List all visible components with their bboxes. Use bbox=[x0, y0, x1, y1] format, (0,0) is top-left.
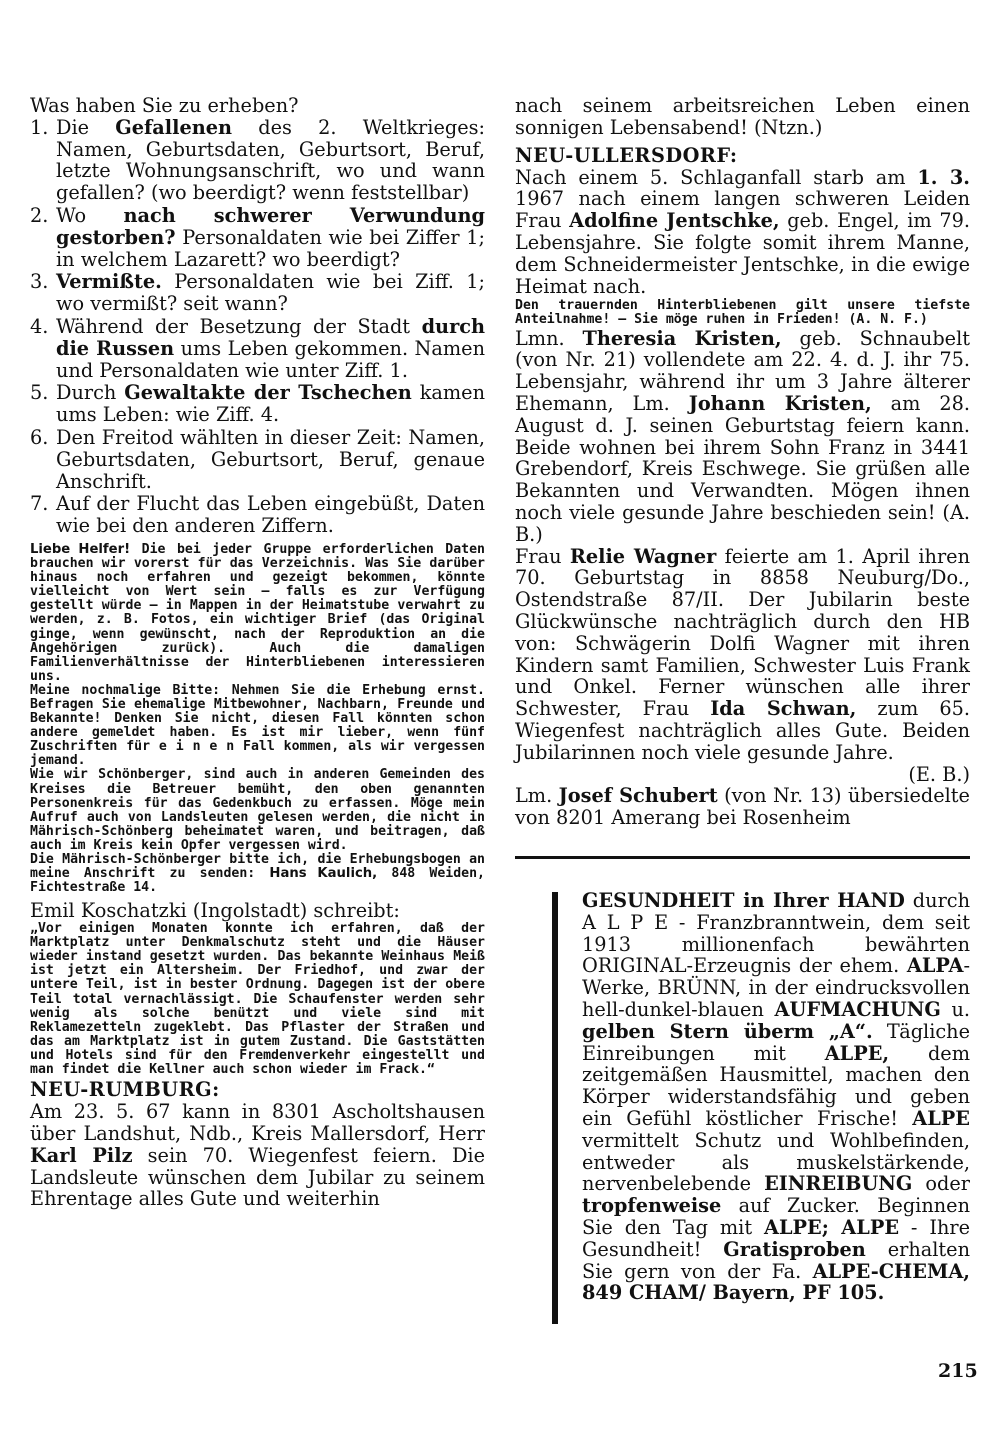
section-divider bbox=[515, 856, 970, 859]
list-item: 3. Vermißte. Personaldaten wie bei Ziff. 1; wo vermißt? seit wann? bbox=[30, 270, 485, 316]
list-item: 1. Die Gefallenen des 2. Weltkrieges: Namen, Geburtsdaten, Geburtsort, Beruf, letzte Wohnungsanschrift, wo und wann gefallen? (wo beerdigt? wenn feststellbar) bbox=[30, 115, 485, 205]
list-item: 6. Den Freitod wählten in dieser Zeit: Namen, Geburtsdaten, Geburtsort, Beruf, genaue Anschrift. bbox=[30, 425, 485, 493]
survey-list bbox=[30, 117, 485, 537]
wagner-text: Frau Relie Wagner feierte am 1. April ihren 70. Geburtstag in 8858 Neuburg/Do., Ostendstraße 87/II. Der Jubilarin beste Glückwünsche nachträglich durch den HB von: Schwägerin Dolfi Wagner mit ihren Kindern samt Familien, Schwester Luis Frank und Onkel. Ferner wünschen alle ihrer Schwester, Frau Ida Schwan, zum 65. Wiegenfest nachträglich alles Gute. Beiden Jubilarinnen noch viele gesunde Jahre. bbox=[515, 544, 970, 764]
schubert-text: Lm. Josef Schubert (von Nr. 13) übersiedelte von 8201 Amerang bei Rosenheim bbox=[515, 784, 970, 830]
neu-rumburg-text: Am 23. 5. 67 kann in 8301 Ascholtshausen über Landshut, Ndb., Kreis Mallersdorf, Herr Karl Pilz sein 70. Wiegenfest feiern. Die Landsleute wünschen dem Jubilar zu seinem Ehrentage alles Gute und weiterhin bbox=[30, 1100, 485, 1211]
schoenberg-paragraph: Wie wir Schönberger, sind auch in anderen Gemeinden des Kreises die Betreuer bemüht, den oben genannten Personenkreis für das Gedenkbuch zu erfassen. Möge mein Aufruf auch von Landsleuten gelesen werden, die nicht in Mährisch-Schönberg beheimatet waren, und beitragen, daß auch im Kreis kein Opfer vergessen wird. bbox=[30, 767, 485, 853]
list-item: 5. Durch Gewaltakte der Tschechen kamen ums Leben: wie Ziff. 4. bbox=[30, 381, 486, 427]
left-column bbox=[30, 95, 485, 1210]
helfer-paragraph: Liebe Helfer! Die bei jeder Gruppe erforderlichen Daten brauchen wir vorerst für das Verzeichnis. Was Sie darüber hinaus noch erfahren und gezeigt bekommen, könnte vielleicht von Wert sein — falls es zur Verfügung gestellt würde — in Mappen in der Heimatstube verwahrt zu werden, z. B. Fotos, ein wichtiger Brief (das Original ginge, wenn gewünscht, nach der Reproduktion an die Angehörigen zurück). Auch die damaligen Familienverhältnisse der Hinterbliebenen interessieren uns. bbox=[30, 541, 486, 684]
neu-rumburg-heading: NEU-RUMBURG: bbox=[30, 1078, 220, 1102]
alpe-advertisement: GESUNDHEIT in Ihrer HAND durch A L P E - Franzbranntwein, dem seit 1913 millionenfach bewährten ORIGINAL-Erzeugnis der ehem. ALPA-Werke, BRÜNN, in der eindrucksvollen hell-dunkel-blauen AUFMACHUNG u. gelben Stern überm „A“. Tägliche Einreibungen mit ALPE, dem zeitgemäßen Hausmittel, machen den Körper widerstandsfähig und geben ein Gefühl köstlicher Frische! ALPE vermittelt Schutz und Wohlbefinden, entweder als muskelstärkende, nervenbelebende EINREIBUNG oder tropfenweise auf Zucker. Beginnen Sie den Tag mit ALPE; ALPE - Ihre Gesundheit! Gratisproben erhalten Sie gern von der Fa. ALPE-CHEMA, 849 CHAM/ Bayern, PF 105. bbox=[582, 889, 971, 1305]
anschrift-paragraph: Die Mährisch-Schönberger bitte ich, die Erhebungsbogen an meine Anschrift zu senden: Hans Kaulich, 848 Weiden, Fichtestraße 14. bbox=[30, 852, 485, 896]
kristen-text: Lmn. Theresia Kristen, geb. Schnaubelt (von Nr. 21) vollendete am 22. 4. d. J. ihr 75. Lebensjahr, während ihr um 3 Jahre älterer Ehemann, Lm. Johann Kristen, am 28. August d. J. seinen Geburtstag feiern kann. Beide wohnen bei ihrem Sohn Franz in 3441 Grebendorf, Kreis Eschwege. Sie grüßen alle Bekannten und Verwandten. Mögen ihnen noch viele gesunde Jahre beschieden sein! (A. B.) bbox=[515, 326, 971, 546]
trauer-text: Den trauernden Hinterbliebenen gilt unsere tiefste Anteilnahme! — Sie möge ruhen in Frieden! (A. N. F.) bbox=[515, 298, 970, 328]
list-item: 7. Auf der Flucht das Leben eingebüßt, Daten wie bei den anderen Ziffern. bbox=[30, 492, 485, 538]
continuation-text: nach seinem arbeitsreichen Leben einen sonnigen Lebensabend! (Ntzn.) bbox=[515, 94, 970, 139]
page-number: 215 bbox=[938, 1360, 978, 1382]
jentschke-text: Nach einem 5. Schlaganfall starb am 1. 3. 1967 nach einem langen schweren Leiden Frau Adolfine Jentschke, geb. Engel, im 79. Lebensjahre. Sie folgte somit ihrem Manne, dem Schneidermeister Jentschke, in die ewige Heimat nach. bbox=[515, 165, 970, 298]
emil-heading: Emil Koschatzki (Ingolstadt) schreibt: bbox=[30, 899, 400, 923]
wagner-signature: (E. B.) bbox=[908, 762, 970, 786]
emil-quote: „Vor einigen Monaten konnte ich erfahren, daß der Marktplatz unter Denkmalschutz steht und die Häuser wieder instand gesetzt wurden. Das bekannte Weinhaus Meiß ist jetzt ein Altersheim. Der Friedhof, und zwar der untere Teil, ist in bester Ordnung. Dagegen ist der obere Teil total vernachlässigt. Die Schaufenster werden sehr wenig als solche benützt und viele sind mit Reklamezetteln zugeklebt. Das Pflaster der Straßen und das am Marktplatz ist in gutem Zustand. Die Gaststätten und Hotels sind für den Fremdenverkehr eingestellt und man findet die Kellner auch schon wieder im Frack.“ bbox=[30, 921, 485, 1078]
right-column bbox=[515, 95, 970, 829]
bitte-paragraph: Meine nochmalige Bitte: Nehmen Sie die Erhebung ernst. Befragen Sie ehemalige Mitbewohner, Nachbarn, Freunde und Bekannte! Denken Sie nicht, diesen Fall könnten schon andere gemeldet haben. Es ist mir lieber, wenn fünf Zuschriften für e i n e n Fall kommen, als wir vergessen jemand. bbox=[30, 682, 485, 769]
advertisement-bar bbox=[552, 892, 558, 1324]
list-item: 2. Wo nach schwerer Verwundung gestorben? Personaldaten wie bei Ziffer 1; in welchem Lazarett? wo beerdigt? bbox=[30, 203, 485, 271]
neu-ullersdorf-heading: NEU-ULLERSDORF: bbox=[515, 143, 738, 167]
intro-question: Was haben Sie zu erheben? bbox=[30, 94, 299, 117]
list-item: 4. Während der Besetzung der Stadt durch die Russen ums Leben gekommen. Namen und Personaldaten wie unter Ziff. 1. bbox=[30, 314, 486, 382]
